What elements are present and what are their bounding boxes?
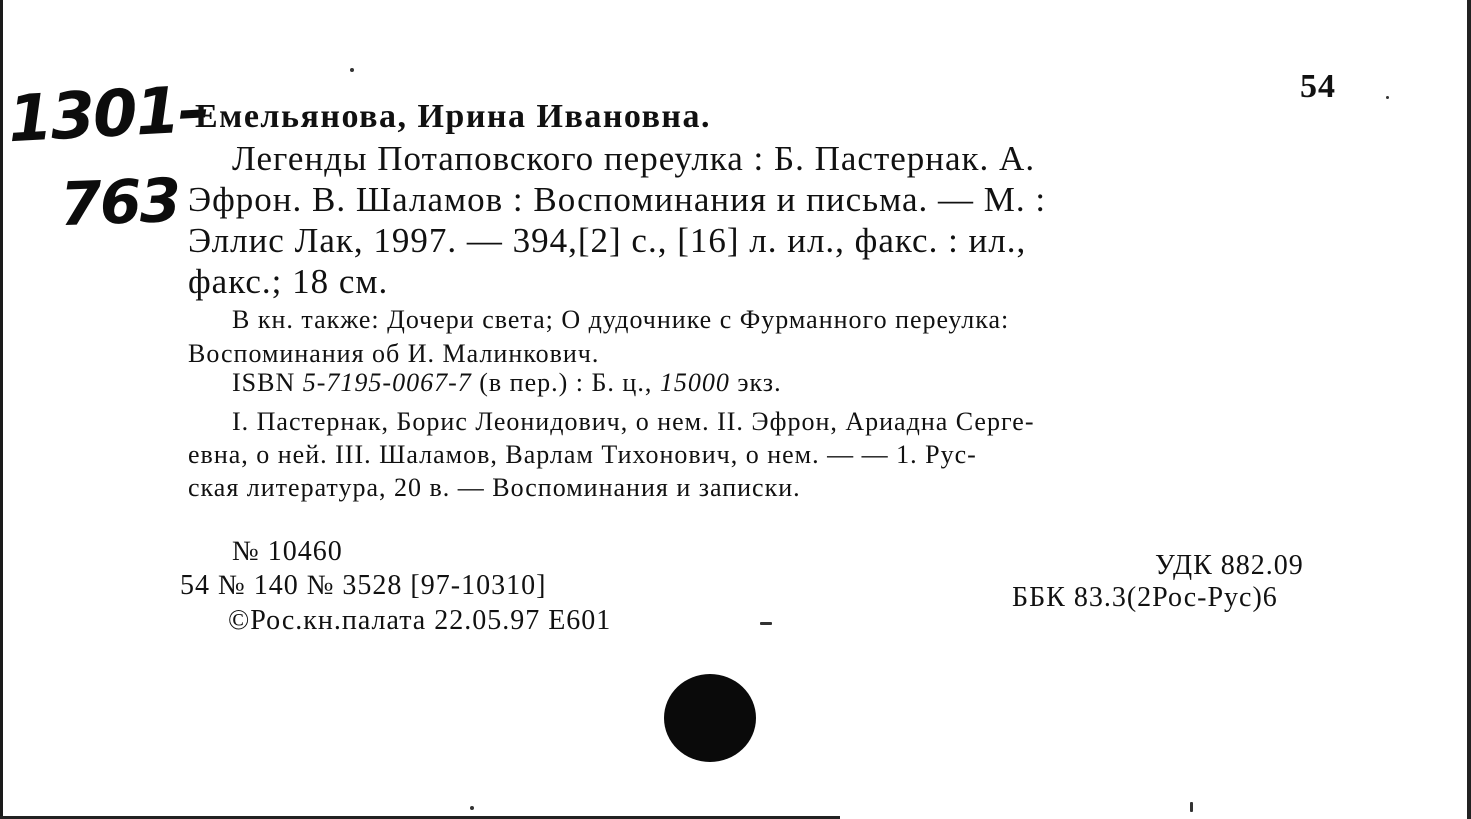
title-line: Легенды Потаповского переулка : Б. Пастернак. А. — [232, 139, 1036, 178]
title-description — [188, 138, 1338, 302]
registration-codes: 54 № 140 № 3528 [97-10310] — [180, 570, 547, 601]
handwritten-shelfmark-line-2: 763 — [58, 165, 181, 241]
scan-speck — [350, 68, 354, 72]
scan-speck — [760, 622, 772, 625]
subject-line: I. Пастернак, Борис Леонидович, о нем. II. Эфрон, Ариадна Серге- — [232, 407, 1035, 436]
registration-number: № 10460 — [232, 536, 343, 567]
subject-line: ская литература, 20 в. — Воспоминания и записки. — [188, 473, 801, 502]
isbn-label: ISBN — [232, 368, 296, 397]
handwritten-shelfmark-line-1: 1301– — [6, 72, 210, 158]
scan-speck — [1190, 802, 1193, 812]
note-line: В кн. также: Дочери света; О дудочнике с Фурманного переулка: — [232, 305, 1010, 334]
subject-headings — [188, 405, 1338, 504]
card-right-edge — [1467, 0, 1471, 819]
udk-code: УДК 882.09 — [1155, 550, 1304, 581]
card-left-edge — [0, 0, 3, 819]
scan-speck — [470, 806, 474, 810]
title-line: Эфрон. В. Шаламов : Воспоминания и письма. — М. : — [188, 180, 1047, 219]
isbn-copies: 15000 — [659, 368, 730, 397]
bbk-code: ББК 83.3(2Рос-Рус)6 — [1012, 582, 1278, 613]
isbn-line — [232, 368, 782, 398]
punch-hole — [664, 674, 756, 762]
subject-line: евна, о ней. III. Шаламов, Варлам Тихонович, о нем. — — 1. Рус- — [188, 440, 977, 469]
note-line: Воспоминания об И. Малинкович. — [188, 339, 600, 368]
chamber-stamp: ©Рос.кн.палата 22.05.97 Е601 — [228, 605, 612, 636]
isbn-binding-price: (в пер.) : Б. ц., — [479, 368, 660, 397]
isbn-number: 5-7195-0067-7 — [302, 368, 472, 397]
title-line: факс.; 18 см. — [188, 262, 389, 301]
page-number: 54 — [1300, 68, 1336, 105]
scan-speck — [1386, 96, 1389, 99]
title-line: Эллис Лак, 1997. — 394,[2] с., [16] л. ил., факс. : ил., — [188, 221, 1027, 260]
author-heading: Емельянова, Ирина Ивановна. — [195, 98, 712, 135]
isbn-copies-unit: экз. — [737, 368, 782, 397]
contents-note — [188, 303, 1338, 371]
